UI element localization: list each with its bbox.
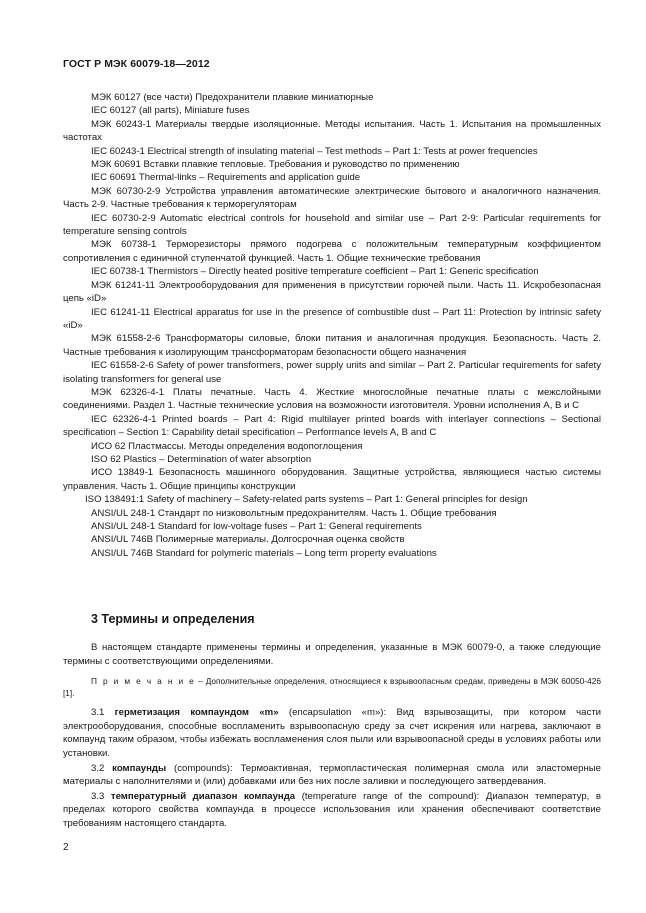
note-text: – Дополнительные определения, относящиеся к взрывоопасным средам, приведены в МЭК 60050-426 [1]. (63, 676, 601, 699)
definition-text: (encapsulation «m»): Вид взрывозащиты, при котором части электрооборудования, способные воспламенить взрывоопасную среду за счет искрения или нагрева, заключают в компаунд таким образом, чтобы избежать воспламенения слоя пыли или взрывоопасной среды в условиях работы или установки. (63, 707, 601, 759)
reference-item: МЭК 60243-1 Материалы твердые изоляционные. Методы испытания. Часть 1. Испытания на промышленных частотах (63, 118, 601, 144)
definition-term: компаунды (112, 762, 167, 774)
section-title: 3 Термины и определения (91, 612, 255, 626)
reference-item: ANSI/UL 248-1 Стандарт по низковольтным предохранителям. Часть 1. Общие требования (91, 507, 497, 519)
definition-3-3 (63, 790, 601, 831)
reference-item: МЭК 60730-2-9 Устройства управления автоматические электрические бытового и аналогичного назначения. Часть 2-9. Частные требования к терморегуляторам (63, 185, 601, 211)
definition-number: 3.1 (91, 707, 115, 719)
definition-text: (compounds): Термоактивная, термопластическая полимерная смола или эластомерные материалы с наполнителями и (или) добавками или без них после заливки и последующего затвердевания. (63, 762, 601, 788)
reference-item: ИСО 62 Пластмассы. Методы определения водопоглощения (91, 440, 363, 452)
reference-item: МЭК 62326-4-1 Платы печатные. Часть 4. Жесткие многослойные печатные платы с межслойными соединениями. Раздел 1. Частные технические условия на возможности изготовителя. Уровни исполнения А, В и С (63, 386, 601, 412)
reference-item: IEC 60738-1 Thermistors – Directly heated positive temperature coefficient – Part 1: Generic specification (91, 266, 539, 278)
definition-3-2 (63, 762, 601, 789)
definition-term: герметизация компаундом «m» (114, 707, 279, 719)
reference-item: IEC 60243-1 Electrical strength of insulating material – Test methods – Part 1: Tests at power frequencies (91, 145, 538, 157)
definition-3-1 (63, 706, 601, 760)
reference-item: IEC 62326-4-1 Printed boards – Part 4: Rigid multilayer printed boards with interlayer connections – Sectional specification – Section 1: Capability detail specification – Performance levels A, B and C (63, 413, 601, 439)
reference-item: IEC 60730-2-9 Automatic electrical controls for household and similar use – Part 2-9: Particular requirements for temperature sensing controls (63, 212, 601, 238)
reference-item: ISO 138491:1 Safety of machinery – Safety-related parts systems – Part 1: General principles for design (85, 494, 528, 506)
document-header: ГОСТ Р МЭК 60079-18—2012 (63, 58, 210, 70)
reference-item: ANSI/UL 746B Standard for polymeric materials – Long term property evaluations (91, 547, 437, 559)
reference-item: IEC 61558-2-6 Safety of power transformers, power supply units and similar – Part 2. Particular requirements for safety isolating transformers for general use (63, 360, 601, 385)
reference-item: МЭК 61558-2-6 Трансформаторы силовые, блоки питания и аналогичная продукция. Безопасность. Часть 2. Частные требования к изолирующим трансформаторам безопасности общего назначения (63, 333, 601, 358)
normative-references-list (63, 91, 601, 560)
note-paragraph (63, 675, 601, 699)
reference-item: МЭК 60127 (все части) Предохранители плавкие миниатюрные (91, 92, 374, 103)
reference-item: ISO 62 Plastics – Determination of water absorption (91, 453, 312, 465)
definition-number: 3.2 (91, 762, 113, 774)
definition-text: (temperature range of the compound): Диапазон температур, в пределах которого свойства компаунда в процессе использования или хранения обеспечивают соответствие требованиям настоящего стандарта. (63, 790, 601, 829)
reference-item: МЭК 61241-11 Электрооборудования для применения в присутствии горючей пыли. Часть 11. Искробезопасная цепь «iD» (63, 279, 601, 305)
intro-paragraph: В настоящем стандарте применены термины и определения, указанные в МЭК 60079-0, а также следующие термины с соответствующими определениями. (63, 642, 601, 667)
page-number: 2 (63, 842, 69, 853)
reference-item: ANSI/UL 746B Полимерные материалы. Долгосрочная оценка свойств (91, 534, 405, 546)
definition-term: температурный диапазон компаунда (110, 790, 296, 802)
reference-item: ANSI/UL 248-1 Standard for low-voltage fuses – Part 1: General requirements (91, 521, 422, 532)
reference-item: ИСО 13849-1 Безопасность машинного оборудования. Защитные устройства, являющиеся частью системы управления. Часть 1. Общие принципы конструкции (63, 467, 601, 492)
reference-item: IEC 60691 Thermal-links – Requirements and application guide (91, 172, 361, 184)
reference-item: IEC 60127 (all parts), Miniature fuses (91, 105, 250, 117)
reference-item: МЭК 60691 Вставки плавкие тепловые. Требования и руководство по применению (91, 159, 460, 171)
reference-item: IEC 61241-11 Electrical apparatus for use in the presence of combustible dust – Part 11: Protection by intrinsic safety «iD» (63, 306, 601, 331)
note-label: П р и м е ч а н и е (91, 676, 196, 687)
section-body (63, 641, 601, 832)
reference-item: МЭК 60738-1 Терморезисторы прямого подогрева с положительным температурным коэффициентом сопротивления с единичной ступенчатой функцией. Часть 1. Общие технические требования (63, 239, 601, 264)
definition-number: 3.3 (91, 790, 111, 802)
